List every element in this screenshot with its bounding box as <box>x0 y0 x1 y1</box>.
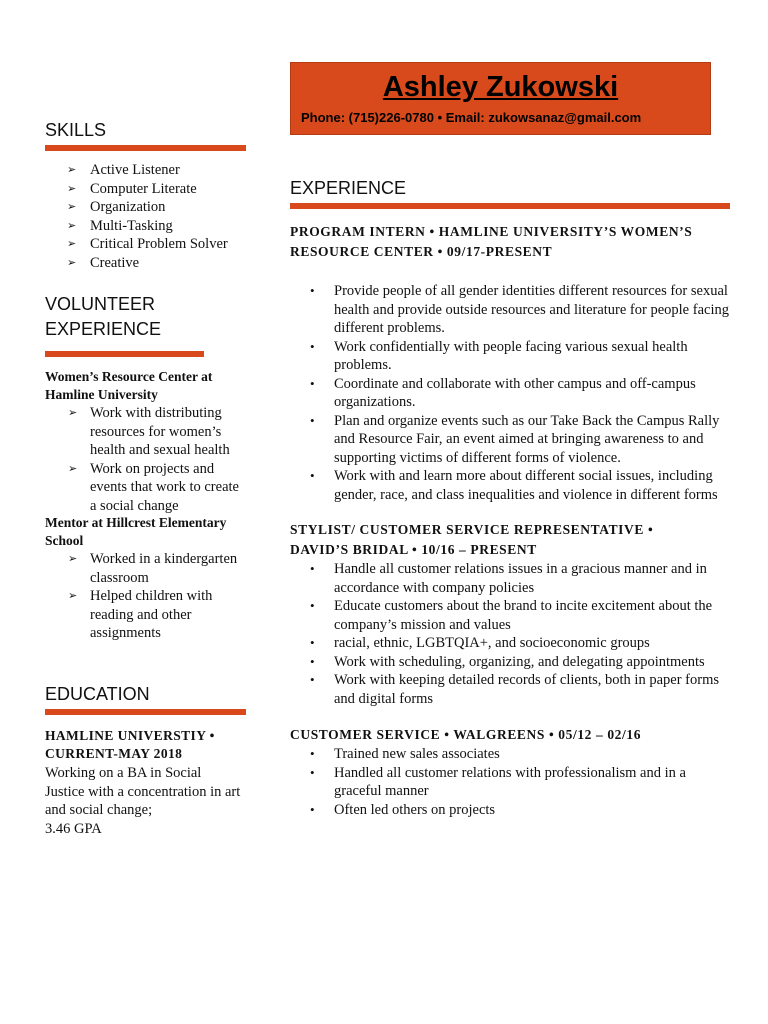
volunteer-org-1-line1: Women’s Resource Center at <box>45 369 213 384</box>
list-item: ➢ Computer Literate <box>67 180 197 197</box>
list-item: ➢ Work with distributing resources for women’s health and sexual health <box>68 405 230 458</box>
list-item: • Plan and organize events such as our Take Back the Campus Rally and Resource Fair, an event aimed at bringing awareness to and supporting victims of different forms of violence. <box>310 412 720 466</box>
list-item: • Educate customers about the brand to incite excitement about the company’s mission and values <box>310 598 713 633</box>
education-heading: EDUCATION <box>45 684 150 704</box>
candidate-name: Ashley Zukowski <box>382 71 619 103</box>
arrow-bullet-icon: ➢ <box>68 590 78 602</box>
list-item: ➢ Multi-Tasking <box>67 217 173 234</box>
arrow-bullet-icon: ➢ <box>67 201 77 213</box>
arrow-bullet-icon: ➢ <box>67 238 77 250</box>
job-3-title: CUSTOMER SERVICE • WALGREENS • 05/12 – 02/16 <box>290 727 642 742</box>
list-item: • Provide people of all gender identities different resources for sexual health and provide outside resources and literature for people facing different problems. <box>310 283 729 336</box>
bullet-dot-icon: • <box>310 653 315 669</box>
skills-list <box>45 161 250 272</box>
experience-divider <box>290 203 730 209</box>
volunteer-divider <box>45 351 204 357</box>
list-item: • Handled all customer relations with professionalism and in a graceful manner <box>310 764 686 799</box>
list-item: • Trained new sales associates <box>310 746 500 762</box>
job-2-title: STYLIST/ CUSTOMER SERVICE REPRESENTATIVE • DAVID’S BRIDAL • 10/16 – PRESENT <box>290 522 654 557</box>
arrow-bullet-icon: ➢ <box>68 462 78 475</box>
volunteer-org-2-line2: School <box>45 533 84 548</box>
volunteer-org-1-line2: Hamline University <box>45 387 158 402</box>
volunteer-heading-line2: EXPERIENCE <box>45 319 162 339</box>
list-item: • Work confidentially with people facing various sexual health problems. <box>310 338 688 373</box>
list-item: • Often led others on projects <box>310 801 496 818</box>
list-item: ➢ Critical Problem Solver <box>67 236 228 252</box>
contact-info: Phone: (715)226-0780 • Email: zukowsanaz@gmail.com <box>301 110 642 125</box>
bullet-dot-icon: • <box>310 283 315 298</box>
list-item: • Work with scheduling, organizing, and delegating appointments <box>310 653 705 670</box>
experience-heading: EXPERIENCE <box>290 178 407 198</box>
list-item: ➢ Work on projects and events that work to create a social change <box>68 460 239 514</box>
skills-divider <box>45 145 246 151</box>
bullet-dot-icon: • <box>310 468 315 483</box>
skills-heading: SKILLS <box>45 120 107 140</box>
bullet-dot-icon: • <box>310 375 315 391</box>
education-school-line2: CURRENT-MAY 2018 <box>45 746 183 761</box>
volunteer-2-bullets <box>45 550 245 643</box>
job-1-bullets <box>290 282 730 504</box>
bullet-dot-icon: • <box>310 412 315 428</box>
list-item: ➢ Organization <box>67 199 166 215</box>
arrow-bullet-icon: ➢ <box>67 256 77 269</box>
bullet-dot-icon: • <box>310 672 315 687</box>
list-item: • Work with keeping detailed records of clients, both in paper forms and digital forms <box>310 672 719 707</box>
bullet-dot-icon: • <box>310 338 315 354</box>
list-item: ➢ Helped children with reading and other assignments <box>68 588 213 641</box>
list-item: ➢ Creative <box>67 254 140 271</box>
bullet-dot-icon: • <box>310 598 315 613</box>
list-item: ➢ Active Listener <box>67 162 180 178</box>
list-item: • Coordinate and collaborate with other campus and off-campus organizations. <box>310 375 696 410</box>
education-divider <box>45 709 246 715</box>
volunteer-org-2-line1: Mentor at Hillcrest Elementary <box>45 515 227 530</box>
bullet-dot-icon: • <box>310 764 315 780</box>
job-3-bullets <box>290 745 730 819</box>
arrow-bullet-icon: ➢ <box>68 553 78 565</box>
volunteer-heading-line1: VOLUNTEER <box>45 294 156 314</box>
arrow-bullet-icon: ➢ <box>68 407 78 419</box>
arrow-bullet-icon: ➢ <box>67 219 77 232</box>
bullet-dot-icon: • <box>310 801 315 817</box>
list-item: • racial, ethnic, LGBTQIA+, and socioeconomic groups <box>310 635 650 651</box>
job-1-title: PROGRAM INTERN • HAMLINE UNIVERSITY’S WOMEN’S RESOURCE CENTER • 09/17-PRESENT <box>290 224 693 259</box>
header-banner <box>290 62 711 135</box>
arrow-bullet-icon: ➢ <box>67 182 77 195</box>
arrow-bullet-icon: ➢ <box>67 164 77 176</box>
volunteer-1-bullets <box>45 404 245 515</box>
list-item: • Work with and learn more about different social issues, including gender, race, and class inequalities and violence in different forms <box>310 468 718 503</box>
job-2-bullets <box>290 560 730 708</box>
bullet-dot-icon: • <box>310 561 315 576</box>
list-item: • Handle all customer relations issues in a gracious manner and in accordance with company policies <box>310 561 707 596</box>
education-description: Working on a BA in Social Justice with a concentration in art and social change; 3.46 GPA <box>45 765 241 837</box>
list-item: ➢ Worked in a kindergarten classroom <box>68 551 238 586</box>
bullet-dot-icon: • <box>310 635 315 650</box>
bullet-dot-icon: • <box>310 746 315 761</box>
education-school-line1: HAMLINE UNIVERSTIY • <box>45 728 215 743</box>
